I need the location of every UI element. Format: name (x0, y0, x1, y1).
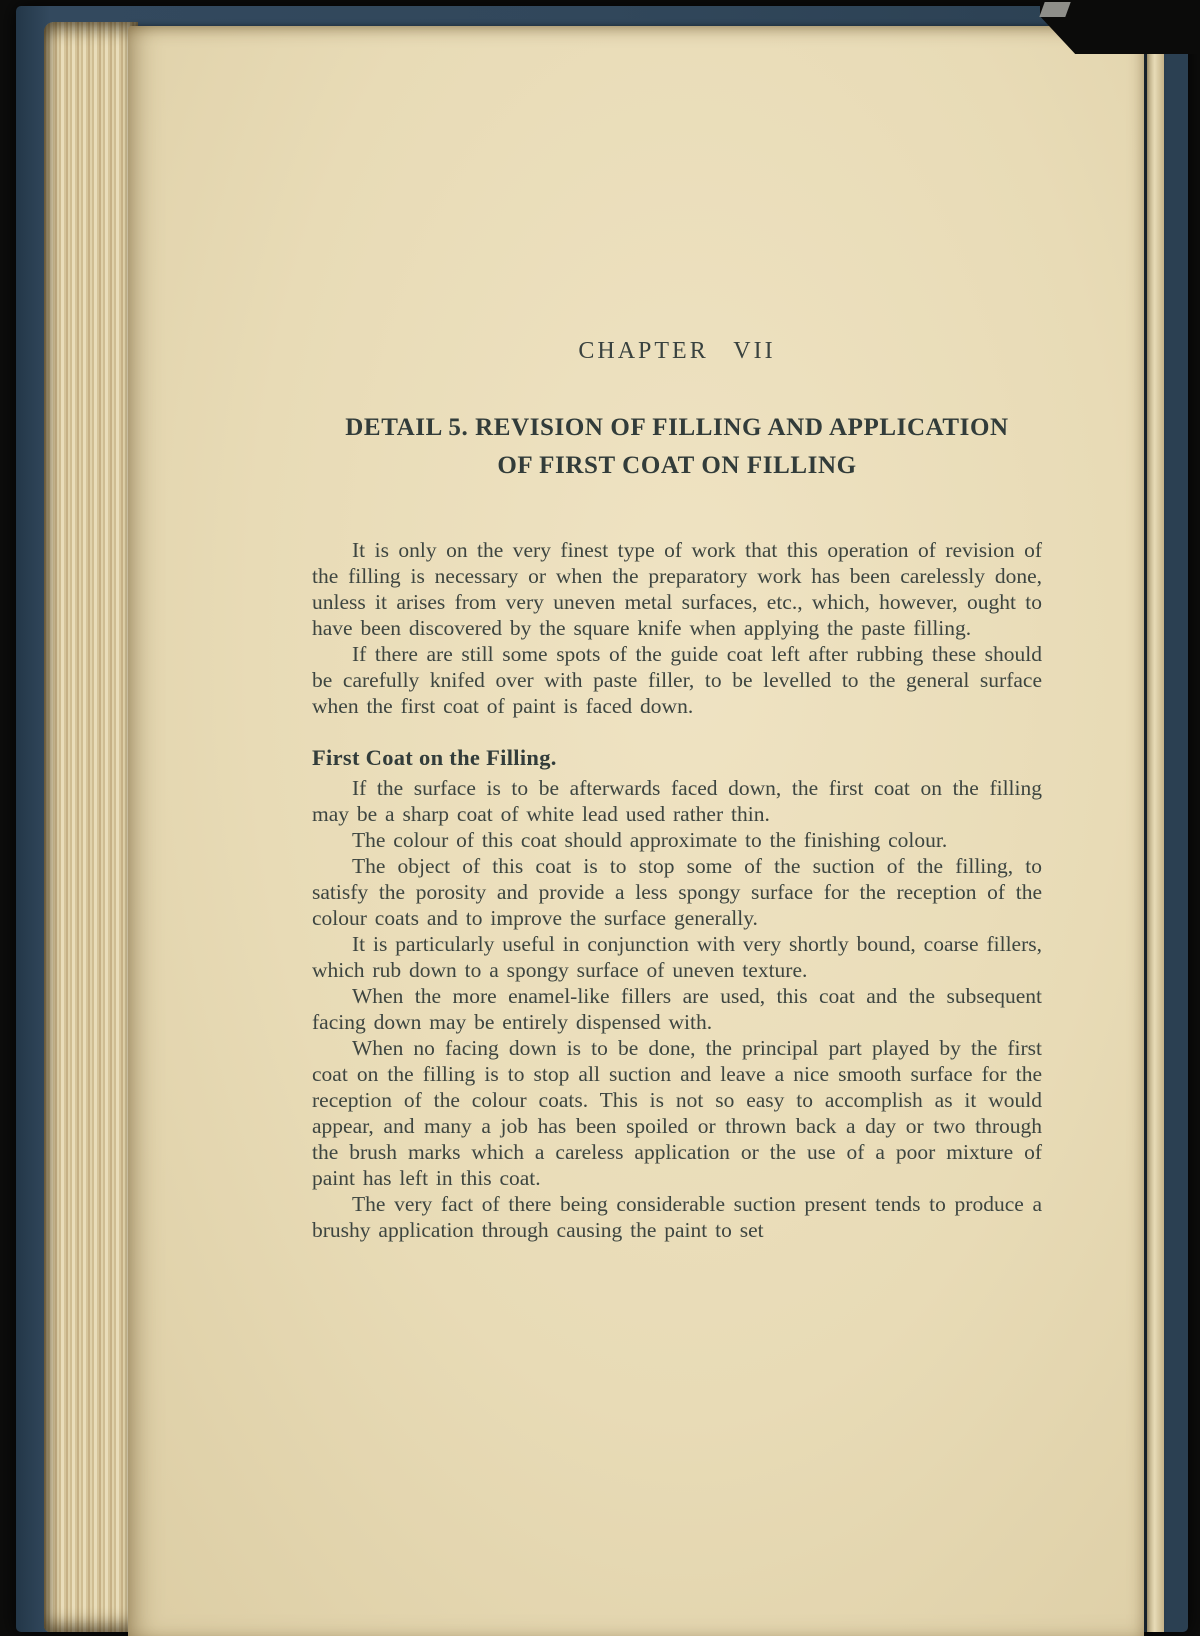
paragraph: If the surface is to be afterwards faced down, the first coat on the filling may be a sharp coat of white lead used rather thin. (312, 776, 1042, 826)
paragraph: When the more enamel-like fillers are used, this coat and the subsequent facing down may be entirely dispensed with. (312, 984, 1042, 1034)
detail-title (312, 409, 1042, 485)
book-page (128, 26, 1144, 1636)
paragraph: If there are still some spots of the guide coat left after rubbing these should be carefully knifed over with paste filler, to be levelled to the general surface when the first coat of paint is faced down. (312, 642, 1042, 718)
page-stack-edges (44, 22, 138, 1632)
paragraph: The object of this coat is to stop some of the suction of the filling, to satisfy the porosity and provide a less spongy surface for the reception of the colour coats and to improve the surface generally. (312, 854, 1042, 930)
text-block (312, 26, 1042, 1243)
paragraph: When no facing down is to be done, the principal part played by the first coat on the filling is to stop all suction and leave a nice smooth surface for the reception of the colour coats. This is not so easy to accomplish as it would appear, and many a job has been spoiled or thrown back a day or two through the brush marks which a careless application or the use of a poor mixture of paint has left in this coat. (312, 1036, 1042, 1190)
paragraph: It is particularly useful in conjunction with very shortly bound, coarse fillers, which rub down to a spongy surface of uneven texture. (312, 932, 1042, 982)
chapter-heading: CHAPTER VII (578, 338, 776, 364)
detail-title-line2: OF FIRST COAT ON FILLING (497, 452, 857, 479)
clip-mark (1039, 2, 1070, 17)
detail-title-line1: DETAIL 5. REVISION OF FILLING AND APPLICATION (345, 414, 1009, 441)
adjacent-page-edge (1147, 30, 1164, 1632)
body-text (312, 537, 1042, 1243)
paragraph: It is only on the very finest type of work that this operation of revision of the filling is necessary or when the preparatory work has been carelessly done, unless it arises from very uneven metal surfaces, etc., which, however, ought to have been discovered by the square knife when applying the paste filling. (312, 538, 1042, 640)
paragraph: The very fact of there being considerable suction present tends to produce a brushy application through causing the paint to set (312, 1192, 1042, 1242)
paragraph: The colour of this coat should approximate to the finishing colour. (352, 828, 948, 852)
section-heading: First Coat on the Filling. (312, 745, 557, 770)
